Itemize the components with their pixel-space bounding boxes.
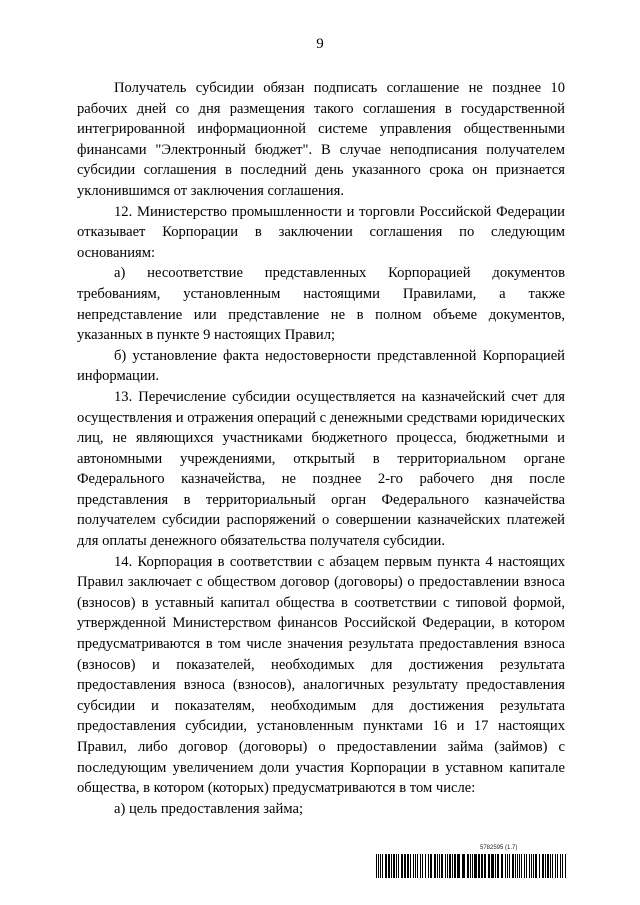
barcode-icon [376,854,566,878]
paragraph-12-refusal-grounds: 12. Министерство промышленности и торговли Российской Федерации отказывает Корпорации в заключении соглашения по следующим основаниям: [77,203,565,261]
page-number: 9 [316,36,324,52]
paragraph-12b-false-info: б) установление факта недостоверности представленной Корпорацией информации. [77,347,565,385]
paragraph-13-transfer: 13. Перечисление субсидии осуществляется на казначейский счет для осуществления и отражения операций с денежными средствами юридических лиц, не являющихся участниками бюджетного процесса, бюджетными и автономными учреждениями, открытый в территориальном органе Федерального казначейства, не позднее 2-го рабочего дня после представления в территориальный орган Федерального казначейства получателем субсидии распоряжений о совершении казначейских платежей для оплаты денежного обязательства получателя субсидии. [77,388,565,550]
paragraph-12a-noncompliance: а) несоответствие представленных Корпорацией документов требованиям, установленным настоящими Правилами, а также непредставление или представление не в полном объеме документов, указанных в пункте 9 настоящих Правил; [77,265,565,344]
document-body [77,78,565,819]
paragraph-14a-loan-purpose: а) цель предоставления займа; [114,800,304,817]
paragraph-14-contract: 14. Корпорация в соответствии с абзацем первым пункта 4 настоящих Правил заключает с обществом договор (договоры) о предоставлении взноса (взносов) в уставный капитал общества в соответствии с типовой формой, утвержденной Министерством финансов Российской Федерации, в котором предусматриваются в том числе значения результата предоставления взноса (взносов) и показателей, необходимых для достижения результата предоставления взноса (взносов), аналогичных результату предоставления субсидии и показателям, необходимым для достижения результата предоставления субсидии, установленным пунктами 16 и 17 настоящих Правил, либо договор (договоры) о предоставлении займа (займов) с последующим увеличением доли участия Корпорации в уставном капитале общества, в котором (которых) предусматриваются в том числе: [77,553,565,797]
paragraph-signing-obligation: Получатель субсидии обязан подписать соглашение не позднее 10 рабочих дней со дня размещения такого соглашения в государственной интегрированной информационной системе управления общественными финансами "Электронный бюджет". В случае неподписания получателем субсидии соглашения в последний день указанного срока он признается уклонившимся от заключения соглашения. [77,80,565,199]
document-code: 5782595 (1.7) [480,845,518,851]
